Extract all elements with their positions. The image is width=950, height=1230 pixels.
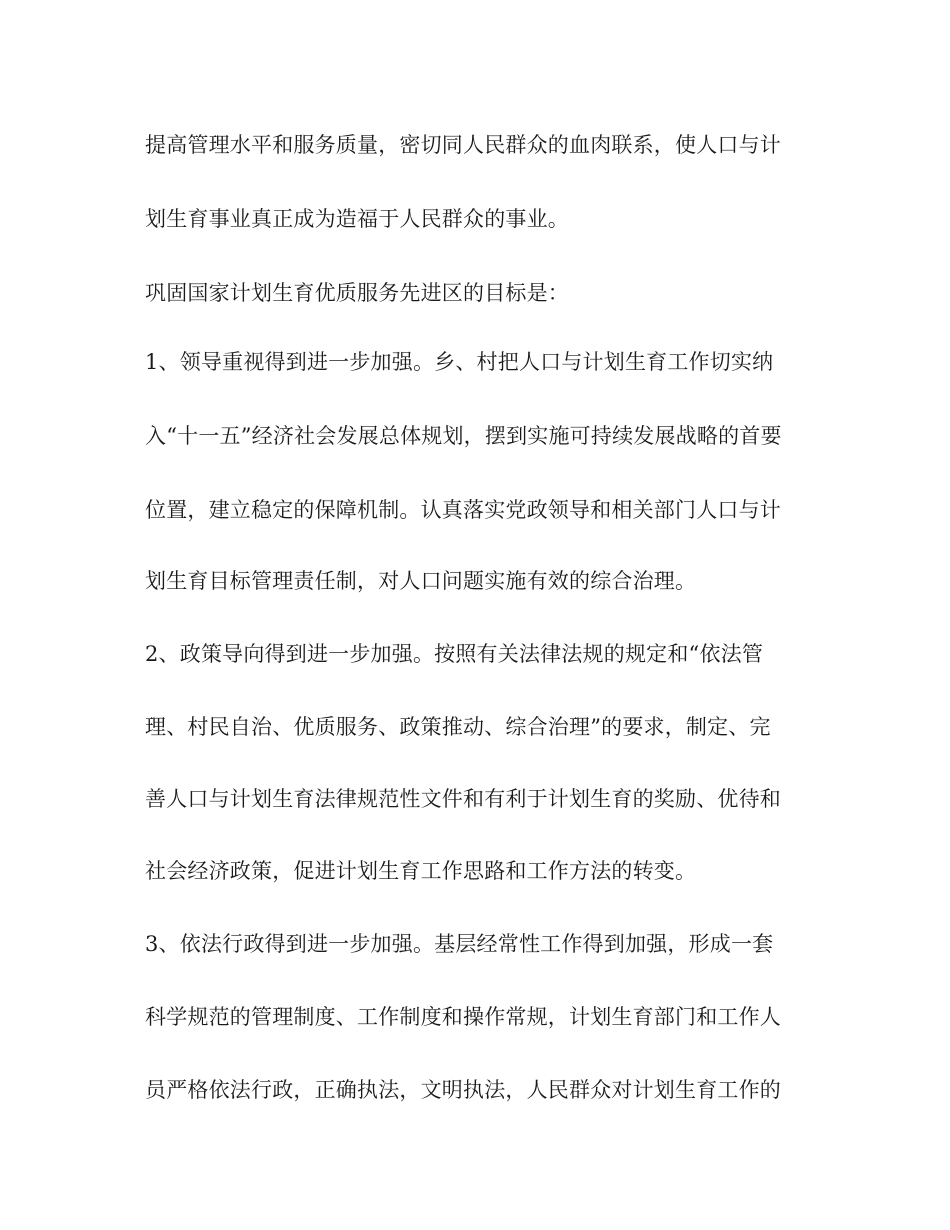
text-line: 巩固国家计划生育优质服务先进区的目标是： (145, 281, 569, 305)
text-line: 3、依法行政得到进一步加强。基层经常性工作得到加强，形成一套 (145, 932, 774, 956)
text-line: 位置，建立稳定的保障机制。认真落实党政领导和相关部门人口与计 (145, 498, 781, 522)
text-line: 理、村民自治、优质服务、政策推动、综合治理”的要求，制定、完 (145, 715, 771, 739)
text-line: 科学规范的管理制度、工作制度和操作常规，计划生育部门和工作人 (145, 1005, 781, 1029)
text-line: 2、政策导向得到进一步加强。按照有关法律法规的规定和“依法管 (145, 642, 764, 666)
text-line: 入“十一五”经济社会发展总体规划，摆到实施可持续发展战略的首要 (145, 424, 782, 448)
text-line: 1、领导重视得到进一步加强。乡、村把人口与计划生育工作切实纳 (145, 350, 774, 374)
text-line: 员严格依法行政，正确执法，文明执法，人民群众对计划生育工作的 (145, 1078, 781, 1102)
text-line: 划生育事业真正成为造福于人民群众的事业。 (145, 207, 569, 231)
text-line: 善人口与计划生育法律规范性文件和有利于计划生育的奖励、优待和 (145, 787, 781, 811)
text-line: 划生育目标管理责任制，对人口问题实施有效的综合治理。 (145, 569, 697, 593)
text-line: 提高管理水平和服务质量，密切同人民群众的血肉联系，使人口与计 (145, 133, 781, 157)
text-line: 社会经济政策，促进计划生育工作思路和工作方法的转变。 (145, 859, 697, 883)
